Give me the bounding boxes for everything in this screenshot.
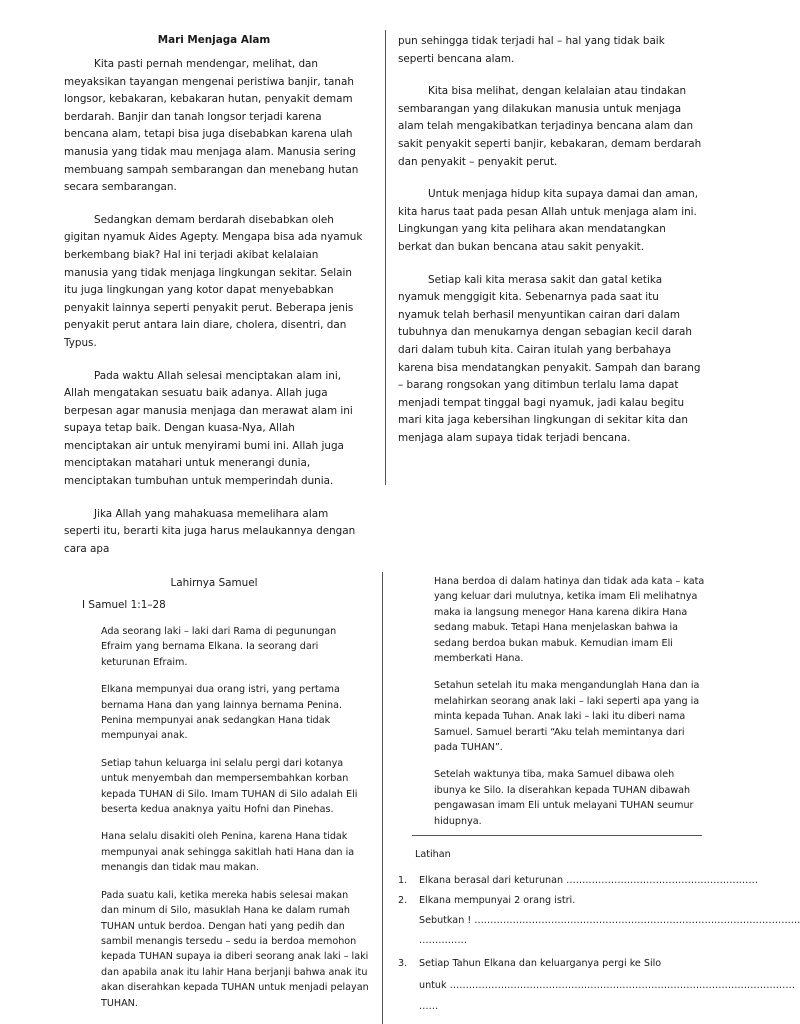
paragraph: Jika Allah yang mahakuasa memelihara alam seperti itu, berarti kita juga harus melaukannya dengan cara apa xyxy=(64,507,356,555)
paragraph: Setahun setelah itu maka mengandunglah Hana dan ia melahirkan seorang anak laki – laki seperti apa yang ia minta kepada Tuhan. Anak laki – laki itu diberi nama Samuel. Samuel berarti “Aku telah memintanya dari pada TUHAN”. xyxy=(434,680,700,754)
paragraph: Elkana mempunyai dua orang istri, yang pertama bernama Hana dan yang lainnya bernama Penina. Penina mempunyai anak sedangkan Hana tidak mempunyai anak. xyxy=(101,684,343,742)
question-2-text: Elkana mempunyai 2 orang istri. xyxy=(419,895,576,906)
section-title-lahirnya-samuel: Lahirnya Samuel xyxy=(170,577,258,589)
paragraph: Setiap tahun keluarga ini selalu pergi dari kotanya untuk menyembah dan mempersembahkan korban kepada TUHAN di Silo. Imam TUHAN di Silo adalah Eli beserta kedua anaknya yaitu Hofni dan Pinehas. xyxy=(101,757,358,816)
question-1-text: Elkana berasal dari keturunan …………………………………………………… xyxy=(419,875,758,886)
question-2-answer-line: Sebutkan ! ………………………………………………………………………………………… xyxy=(419,915,800,926)
paragraph: Sedangkan demam berdarah disebabkan oleh gigitan nyamuk Aides Agepty. Mengapa bisa ada nyamuk berkembang biak? Hal ini terjadi akibat kelalaian manusia yang tidak menjaga lingkungan sekitar. Selain itu juga lingkungan yang kotor dapat menyebabkan penyakit lainnya seperti penyakit perut. Beberapa jenis penyakit perut antara lain diare, cholera, disentri, dan Typus. xyxy=(64,213,363,349)
question-3-text: Setiap Tahun Elkana dan keluarganya pergi ke Silo xyxy=(419,958,662,969)
question-number: 1. xyxy=(398,875,408,886)
paragraph: Kita pasti pernah mendengar, melihat, dan meyaksikan tayangan mengenai peristiwa banjir, tanah longsor, kebakaran, kebakaran hutan, penyakit demam berdarah. Banjir dan tanah longsor terjadi karena bencana alam, tetapi bisa juga disebabkan karena ulah manusia yang tidak mau menjaga alam. Manusia sering membuang sampah sembarangan dan menebang hutan secara sembarangan. xyxy=(64,58,359,194)
paragraph: Hana selalu disakiti oleh Penina, karena Hana tidak mempunyai anak sehingga sakitlah hati Hana dan ia menangis dan tidak mau makan. xyxy=(101,831,355,874)
paragraph: pun sehingga tidak terjadi hal – hal yang tidak baik seperti bencana alam. xyxy=(398,35,665,65)
paragraph: Ada seorang laki – laki dari Rama di pegunungan Efraim yang bernama Elkana. Ia seorang dari keturunan Efraim. xyxy=(101,626,337,668)
question-3-answer-line: untuk ……………………………………………………………………………………………… xyxy=(419,980,795,991)
question-number: 3. xyxy=(398,958,408,969)
question-3-answer-continuation: …… xyxy=(419,1001,439,1012)
page-title-mari-menjaga-alam: Mari Menjaga Alam xyxy=(157,34,271,46)
paragraph: Pada waktu Allah selesai menciptakan alam ini, Allah mengatakan sesuatu baik adanya. Allah juga berpesan agar manusia menjaga dan merawat alam ini supaya tetap baik. Dengan kuasa-Nya, Allah menciptakan air untuk menyirami bumi ini. Allah juga menciptakan matahari untuk menerangi dunia, menciptakan tumbuhan untuk memperindah dunia. xyxy=(64,369,353,488)
paragraph: Setiap kali kita merasa sakit dan gatal ketika nyamuk menggigit kita. Sebenarnya pada saat itu nyamuk telah berhasil menyuntikan cairan dari dalam tubuhnya dan menukarnya dengan sebagian kecil darah dari dalam tubuh kita. Cairan itulah yang berbahaya karena bisa mendatangkan penyakit. Sampah dan barang – barang rongsokan yang ditimbun terlalu lama dapat menjadi tempat tinggal bagi nyamuk, jadi kalau begitu mari kita jaga kebersihan lingkungan di sekitar kita dan menjaga alam supaya tidak terjadi bencana. xyxy=(398,273,701,444)
paragraph: Pada suatu kali, ketika mereka habis selesai makan dan minum di Silo, masuklah Hana ke dalam rumah TUHAN untuk berdoa. Dengan hati yang pedih dan sambil menangis tersedu – sedu ia berdoa memohon kepada TUHAN supaya ia diberi seorang anak laki – laki dan apabila anak itu lahir Hana berjanji bahwa anak itu akan diserahkan kepada TUHAN untuk menjadi pelayan TUHAN. xyxy=(101,889,369,1009)
question-number: 2. xyxy=(398,895,408,906)
bible-verse-reference: I Samuel 1:1–28 xyxy=(82,599,166,611)
question-2-answer-continuation: …………… xyxy=(419,935,467,946)
exercise-heading: Latihan xyxy=(415,849,451,860)
paragraph: Setelah waktunya tiba, maka Samuel dibawa oleh ibunya ke Silo. Ia diserahkan kepada TUHAN dibawah pengawasan imam Eli untuk melayani TUHAN seumur hidupnya. xyxy=(434,769,694,827)
paragraph: Hana berdoa di dalam hatinya dan tidak ada kata – kata yang keluar dari mulutnya, ketika imam Eli melihatnya maka ia langsung menegor Hana karena dikira Hana sedang mabuk. Tetapi Hana menjelaskan bahwa ia sedang berdoa bukan mabuk. Kemudian imam Eli memberkati Hana. xyxy=(434,576,705,665)
paragraph: Untuk menjaga hidup kita supaya damai dan aman, kita harus taat pada pesan Allah untuk menjaga alam ini. Lingkungan yang kita pelihara akan mendatangkan berkat dan bukan bencana atau sakit penyakit. xyxy=(398,188,699,253)
paragraph: Kita bisa melihat, dengan kelalaian atau tindakan sembarangan yang dilakukan manusia untuk menjaga alam telah mengakibatkan terjadinya bencana alam dan sakit penyakit seperti banjir, kebakaran, demam berdarah dan penyakit – penyakit perut. xyxy=(398,85,702,168)
